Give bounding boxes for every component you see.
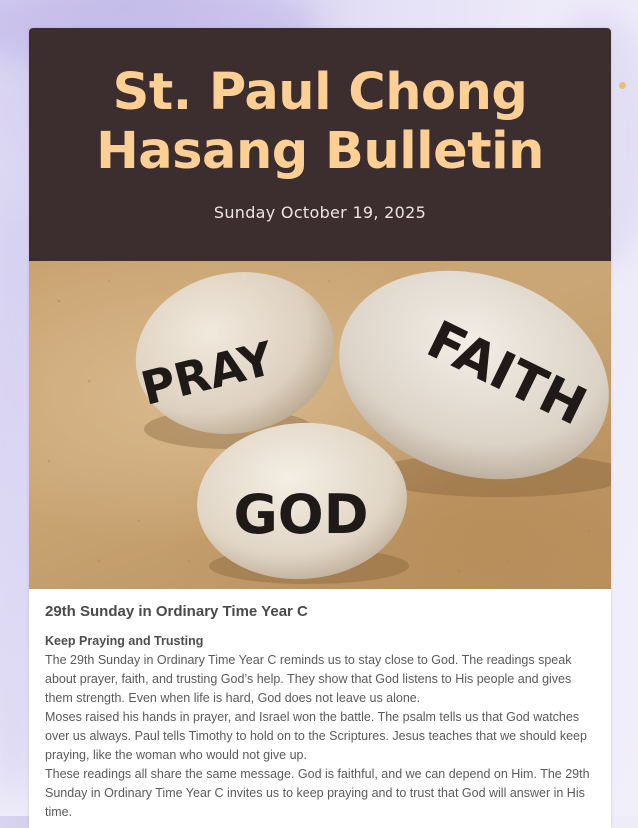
- article-body: [29, 589, 611, 822]
- title-line-2: Hasang Bulletin: [96, 122, 544, 181]
- title-line-1: St. Paul Chong: [112, 63, 528, 122]
- hero-image: [29, 261, 611, 589]
- decorative-dot: [619, 82, 626, 89]
- article-subheading: Keep Praying and Trusting: [45, 634, 204, 648]
- bulletin-card: [29, 28, 611, 828]
- stone-word-god: GOD: [233, 483, 369, 546]
- stone-word-faith: FAITH: [417, 309, 596, 438]
- article-paragraph: Moses raised his hands in prayer, and Israel won the battle. The psalm tells us that God watches over us always. Paul tells Timothy to hold on to the Scriptures. Jesus teaches that we should keep praying, like the woman who would not give up.: [45, 710, 587, 762]
- bulletin-header: [29, 28, 611, 261]
- bulletin-title: [29, 28, 611, 181]
- article-heading: 29th Sunday in Ordinary Time Year C: [45, 603, 308, 620]
- bulletin-date: Sunday October 19, 2025: [213, 203, 427, 222]
- article-paragraph: The 29th Sunday in Ordinary Time Year C reminds us to stay close to God. The readings speak about prayer, faith, and trusting God’s help. They show that God listens to His people and gives them strength. Even when life is hard, God does not leave us alone.: [45, 653, 572, 705]
- stone-word-pray: PRAY: [135, 331, 279, 416]
- article-paragraph: These readings all share the same message. God is faithful, and we can depend on Him. The 29th Sunday in Ordinary Time Year C invites us to keep praying and to trust that God will answer in His time.: [45, 767, 590, 819]
- stones-illustration: [29, 261, 611, 589]
